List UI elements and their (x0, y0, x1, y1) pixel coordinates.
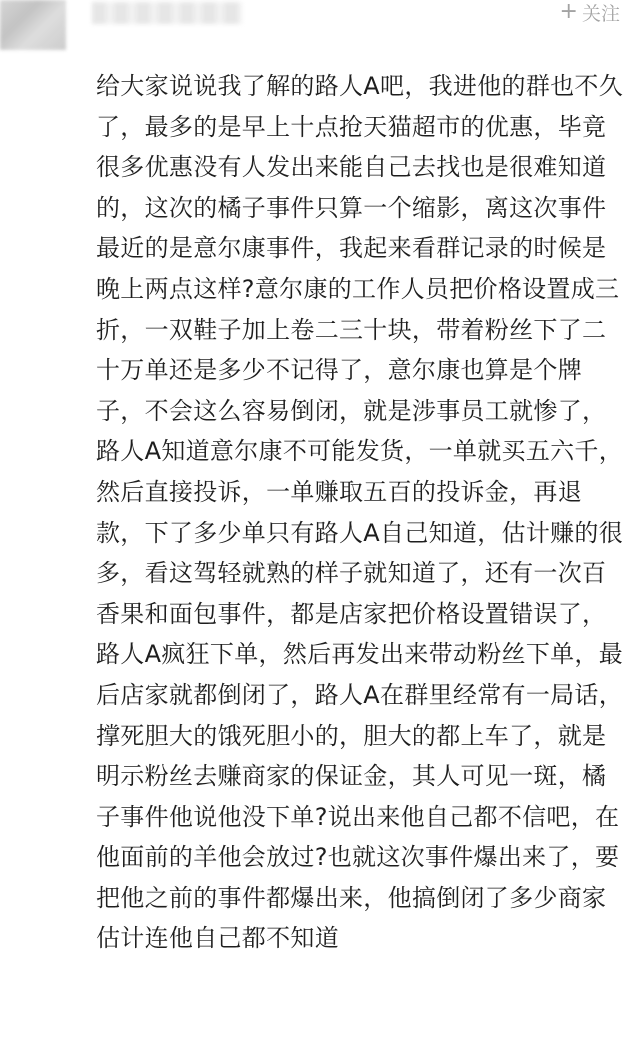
post-line: 然后直接投诉，一单赚取五百的投诉金，再退 (96, 477, 582, 506)
post-line: 撑死胆大的饿死胆小的，胆大的都上车了，就是 (96, 721, 607, 750)
avatar[interactable] (0, 0, 66, 50)
post-line: 后店家就都倒闭了，路人A在群里经常有一局话， (96, 680, 624, 709)
post-line: 把他之前的事件都爆出来，他搞倒闭了多少商家 (96, 883, 607, 912)
plus-icon: + (559, 0, 578, 24)
follow-label: 关注 (581, 2, 620, 25)
post-line: 十万单还是多少不记得了，意尔康也算是个牌 (96, 356, 582, 385)
post-line: 很多优惠没有人发出来能自己去找也是很难知道 (96, 153, 607, 182)
post-line: 子事件他说他没下单?说出来他自己都不信吧，在 (96, 802, 620, 831)
post-header (0, 0, 640, 60)
username-blurred[interactable] (92, 2, 242, 24)
post-line: 款，下了多少单只有路人A自己知道，估计赚的很 (96, 518, 624, 547)
post-line: 了，最多的是早上十点抢天猫超市的优惠，毕竟 (96, 112, 607, 141)
post-line: 的，这次的橘子事件只算一个缩影，离这次事件 (96, 193, 607, 222)
post-line: 香果和面包事件，都是店家把价格设置错误了， (96, 599, 607, 628)
post-line: 明示粉丝去赚商家的保证金，其人可见一斑，橘 (96, 762, 607, 791)
post-line: 他面前的羊他会放过?也就这次事件爆出来了，要 (96, 843, 620, 872)
post-line: 路人A疯狂下单，然后再发出来带动粉丝下单，最 (96, 640, 624, 669)
post-line: 晚上两点这样?意尔康的工作人员把价格设置成三 (96, 274, 620, 303)
post-line: 估计连他自己都不知道 (96, 924, 339, 953)
follow-button[interactable] (560, 0, 620, 24)
post-line: 路人A知道意尔康不可能发货，一单就买五六千， (96, 437, 624, 466)
post-line: 折，一双鞋子加上卷二三十块，带着粉丝下了二 (96, 315, 607, 344)
post-line: 给大家说说我了解的路人A吧，我进他的群也不久 (96, 72, 624, 100)
post-line: 子，不会这么容易倒闭，就是涉事员工就惨了， (96, 396, 607, 425)
post-line: 最近的是意尔康事件，我起来看群记录的时候是 (96, 234, 607, 263)
post-line: 多，看这驾轻就熟的样子就知道了，还有一次百 (96, 559, 607, 588)
post-text (96, 66, 626, 959)
